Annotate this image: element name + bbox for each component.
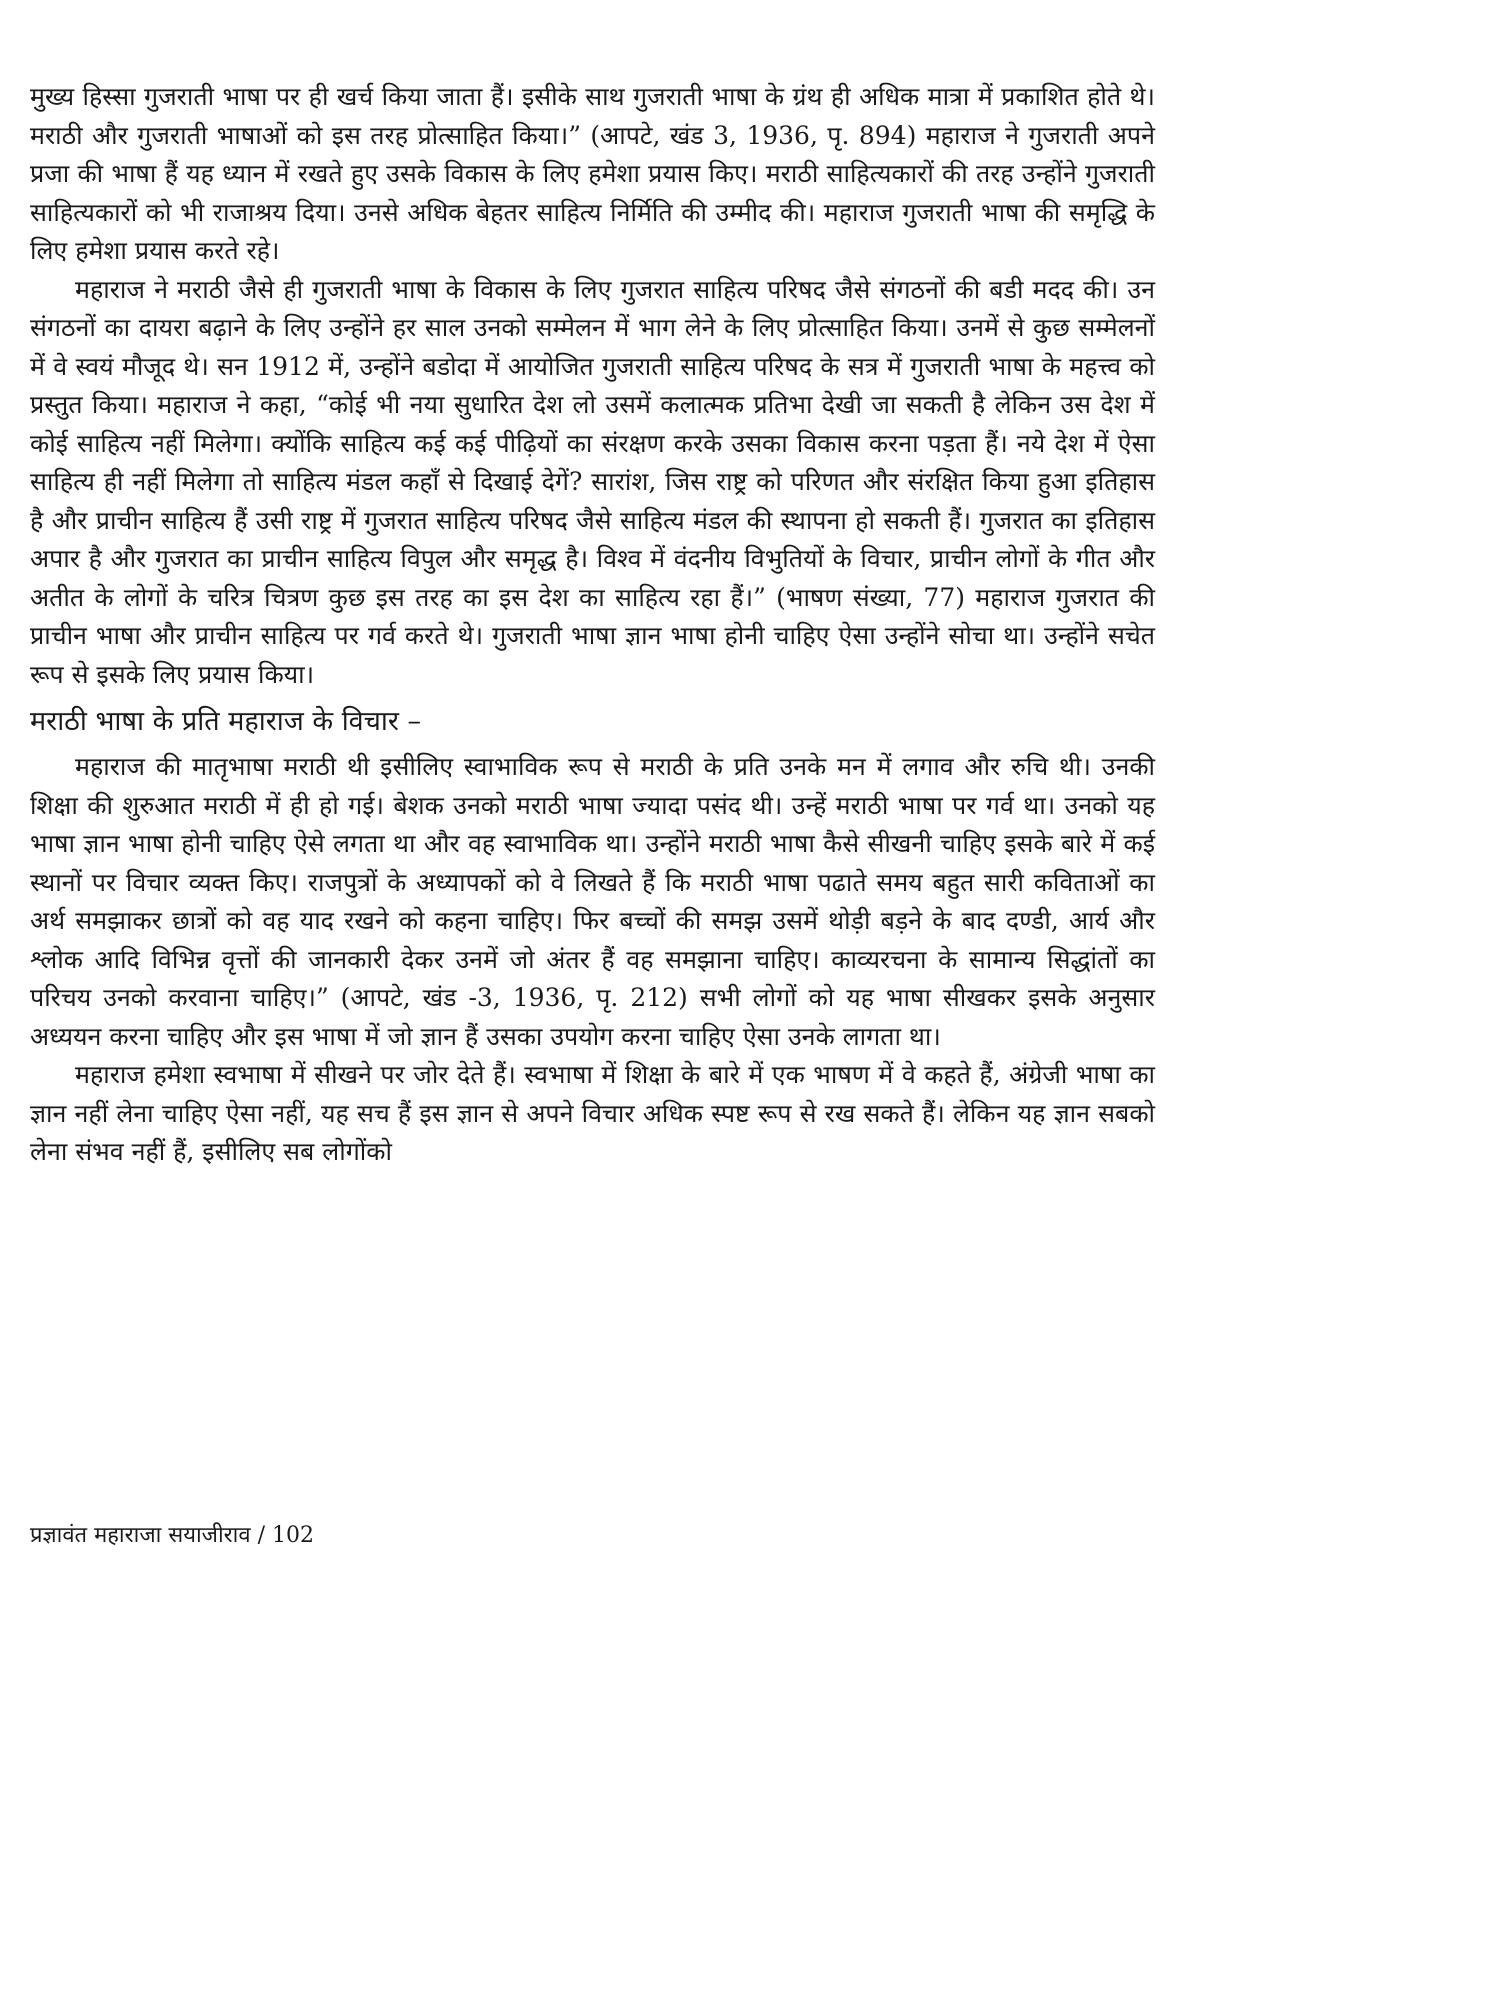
section-heading: मराठी भाषा के प्रति महाराज के विचार – <box>30 706 421 737</box>
page-body <box>30 78 1155 1172</box>
page-footer: प्रज्ञावंत महाराजा सयाजीराव / 102 <box>30 1523 315 1548</box>
paragraph-1: मुख्य हिस्सा गुजराती भाषा पर ही खर्च किया जाता हैं। इसीके साथ गुजराती भाषा के ग्रंथ ही अधिक मात्रा में प्रकाशित होते थे। मराठी और गुजराती भाषाओं को इस तरह प्रोत्साहित किया।” (आपटे, खंड 3, 1936, पृ. 894) महाराज ने गुजराती अपने प्रजा की भाषा हैं यह ध्यान में रखते हुए उसके विकास के लिए हमेशा प्रयास किए। मराठी साहित्यकारों की तरह उन्होंने गुजराती साहित्यकारों को भी राजाश्रय दिया। उनसे अधिक बेहतर साहित्य निर्मिति की उम्मीद की। महाराज गुजराती भाषा की समृद्धि के लिए हमेशा प्रयास करते रहे। <box>30 82 1155 265</box>
paragraph-2: महाराज ने मराठी जैसे ही गुजराती भाषा के विकास के लिए गुजरात साहित्य परिषद जैसे संगठनों की बडी मदद की। उन संगठनों का दायरा बढ़ाने के लिए उन्होंने हर साल उनको सम्मेलन में भाग लेने के लिए प्रोत्साहित किया। उनमें से कुछ सम्मेलनों में वे स्वयं मौजूद थे। सन 1912 में, उन्होंने बडोदा में आयोजित गुजराती साहित्य परिषद के सत्र में गुजराती भाषा के महत्त्व को प्रस्तुत किया। महाराज ने कहा, “कोई भी नया सुधारित देश लो उसमें कलात्मक प्रतिभा देखी जा सकती है लेकिन उस देश में कोई साहित्य नहीं मिलेगा। क्योंकि साहित्य कई कई पीढ़ियों का संरक्षण करके उसका विकास करना पड़ता हैं। नये देश में ऐसा साहित्य ही नहीं मिलेगा तो साहित्य मंडल कहाँ से दिखाई देगें? सारांश, जिस राष्ट्र को परिणत और संरक्षित किया हुआ इतिहास है और प्राचीन साहित्य हैं उसी राष्ट्र में गुजरात साहित्य परिषद जैसे साहित्य मंडल की स्थापना हो सकती हैं। गुजरात का इतिहास अपार है और गुजरात का प्राचीन साहित्य विपुल और समृद्ध है। विश्व में वंदनीय विभुतियों के विचार, प्राचीन लोगों के गीत और अतीत के लोगों के चरित्र चित्रण कुछ इस तरह का इस देश का साहित्य रहा हैं।” (भाषण संख्या, 77) महाराज गुजरात की प्राचीन भाषा और प्राचीन साहित्य पर गर्व करते थे। गुजराती भाषा ज्ञान भाषा होनी चाहिए ऐसा उन्होंने सोचा था। उन्होंने सचेत रूप से इसके लिए प्रयास किया। <box>30 274 1155 689</box>
paragraph-3: महाराज की मातृभाषा मराठी थी इसीलिए स्वाभाविक रूप से मराठी के प्रति उनके मन में लगाव और रुचि थी। उनकी शिक्षा की शुरुआत मराठी में ही हो गई। बेशक उनको मराठी भाषा ज्यादा पसंद थी। उन्हें मराठी भाषा पर गर्व था। उनको यह भाषा ज्ञान भाषा होनी चाहिए ऐसे लगता था और वह स्वाभाविक था। उन्होंने मराठी भाषा कैसे सीखनी चाहिए इसके बारे में कई स्थानों पर विचार व्यक्त किए। राजपुत्रों के अध्यापकों को वे लिखते हैं कि मराठी भाषा पढाते समय बहुत सारी कविताओं का अर्थ समझाकर छात्रों को वह याद रखने को कहना चाहिए। फिर बच्चों की समझ उसमें थोड़ी बड़ने के बाद दण्डी, आर्य और श्लोक आदि विभिन्न वृत्तों की जानकारी देकर उनमें जो अंतर हैं वह समझाना चाहिए। काव्यरचना के सामान्य सिद्धांतों का परिचय उनको करवाना चाहिए।” (आपटे, खंड -3, 1936, पृ. 212) सभी लोगों को यह भाषा सीखकर इसके अनुसार अध्ययन करना चाहिए और इस भाषा में जो ज्ञान हैं उसका उपयोग करना चाहिए ऐसा उनके लागता था। <box>30 752 1155 1051</box>
paragraph-4: महाराज हमेशा स्वभाषा में सीखने पर जोर देते हैं। स्वभाषा में शिक्षा के बारे में एक भाषण में वे कहते हैं, अंग्रेजी भाषा का ज्ञान नहीं लेना चाहिए ऐसा नहीं, यह सच हैं इस ज्ञान से अपने विचार अधिक स्पष्ट रूप से रख सकते हैं। लेकिन यह ज्ञान सबको लेना संभव नहीं हैं, इसीलिए सब लोगोंको <box>30 1060 1155 1166</box>
